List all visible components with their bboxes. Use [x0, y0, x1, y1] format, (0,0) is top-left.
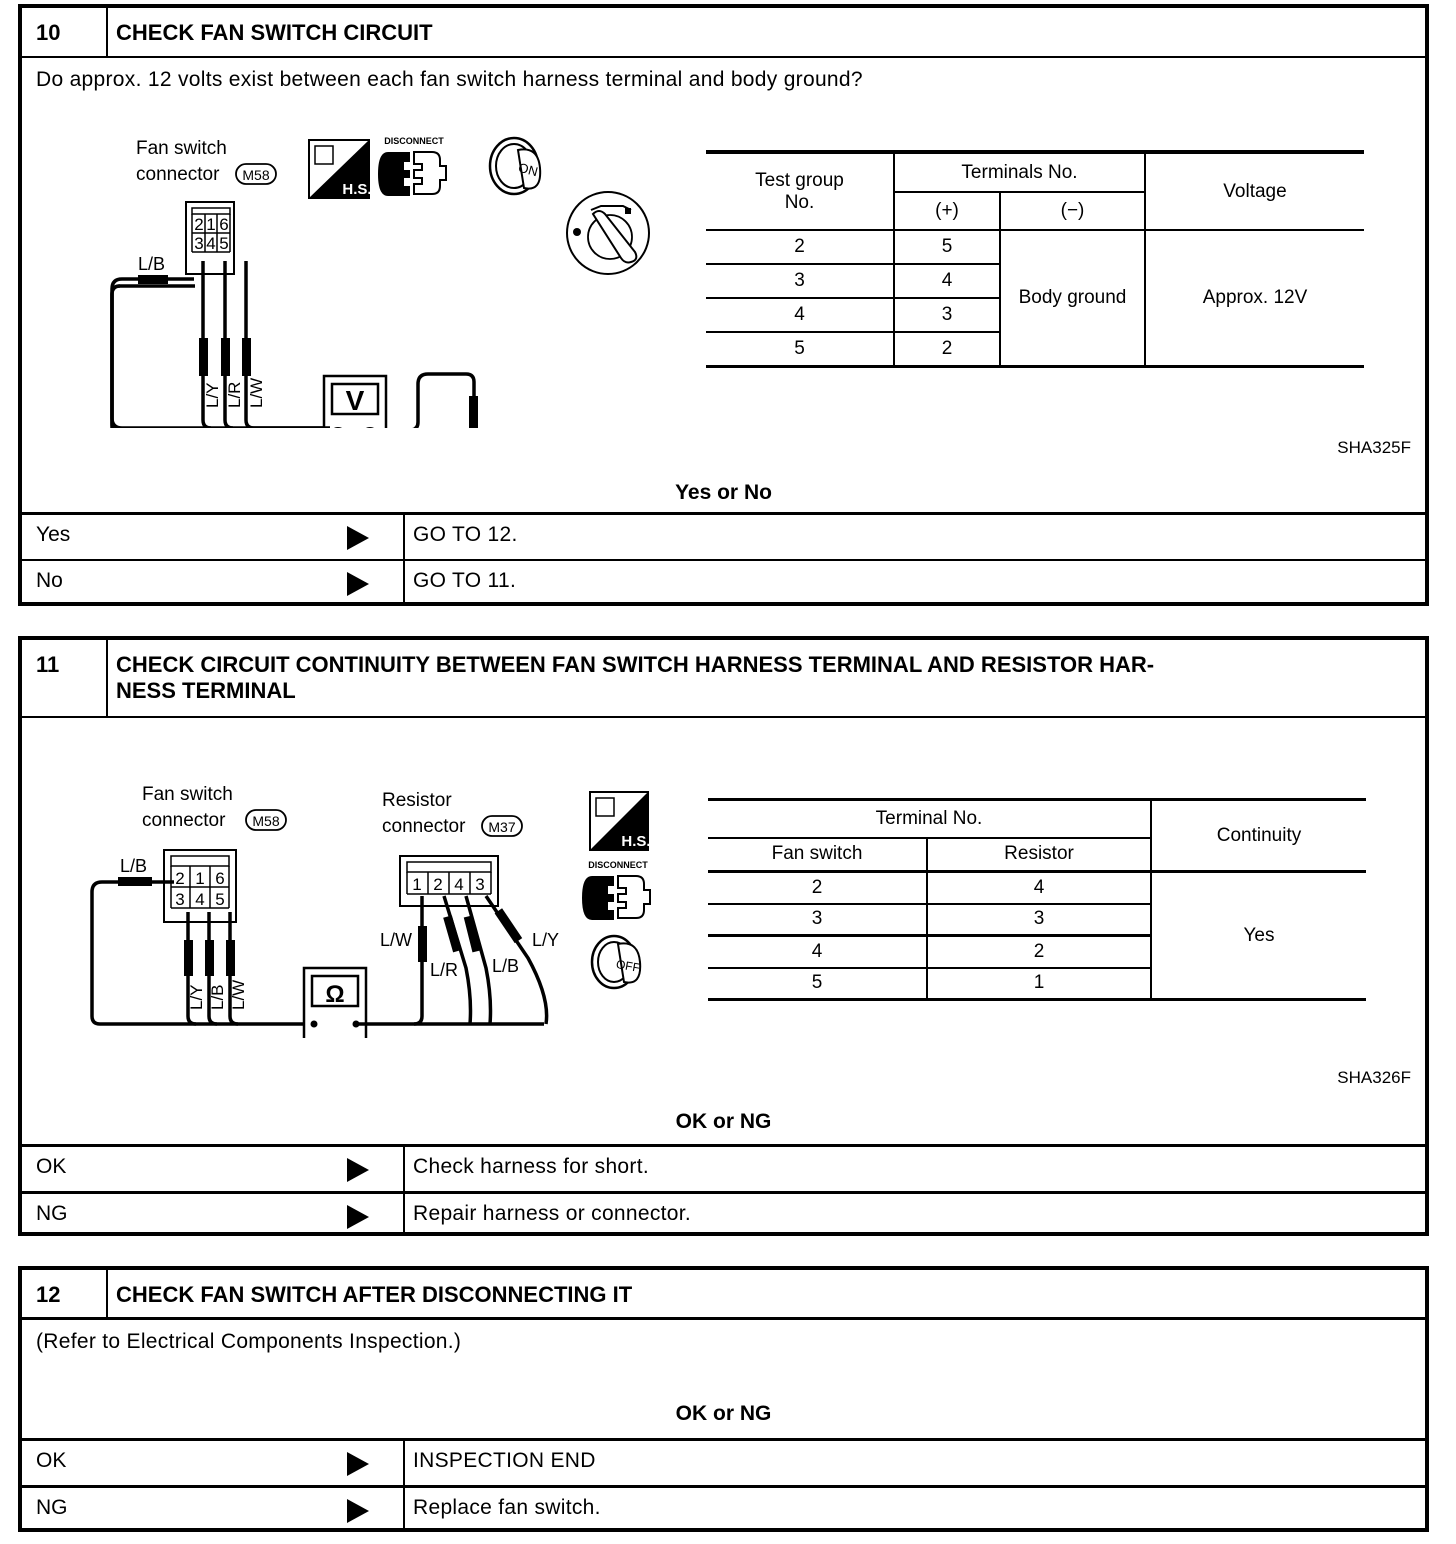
arrow-right-icon [347, 1158, 369, 1182]
svg-text:Ω: Ω [325, 981, 345, 1008]
svg-text:2: 2 [194, 215, 204, 234]
header-continuity: Continuity [1151, 800, 1366, 872]
step-10-header [22, 8, 1425, 58]
svg-text:4: 4 [454, 875, 464, 894]
table-row: 3 3 [708, 904, 1366, 936]
svg-text:M37: M37 [488, 819, 516, 835]
continuity-test-table [708, 798, 1366, 1001]
arrow-right-icon [347, 572, 369, 596]
result-label: Yes [36, 523, 71, 546]
result-action[interactable]: Replace fan switch. [413, 1496, 601, 1519]
wire-label-lb: L/B [138, 254, 166, 274]
step-11-header [22, 640, 1425, 718]
table-row: 4 2 [708, 936, 1366, 968]
resistor-connector [400, 856, 498, 906]
result-label: OK [36, 1155, 67, 1178]
harness-side-icon [590, 792, 651, 850]
svg-text:1: 1 [206, 215, 216, 234]
svg-text:H.S.: H.S. [342, 181, 372, 198]
svg-text:H.S.: H.S. [621, 833, 651, 850]
svg-text:6: 6 [215, 869, 225, 888]
voltage-test-table [706, 150, 1364, 368]
step-number: 10 [22, 8, 108, 56]
result-row-ok[interactable] [22, 1144, 1425, 1191]
header-test-group-line2: No. [784, 191, 815, 213]
svg-text:OFF: OFF [614, 957, 642, 975]
table-row: 3 4 [706, 264, 1364, 298]
result-label: No [36, 569, 63, 592]
header-terminal: Terminal No. [708, 800, 1151, 838]
table-row: 5 1 [708, 968, 1366, 1000]
step-10-body [22, 58, 1425, 512]
header-minus: (−) [1000, 192, 1145, 230]
connector-id: M58 [242, 167, 270, 183]
header-voltage: Voltage [1145, 152, 1364, 230]
svg-text:1: 1 [195, 869, 205, 888]
header-test-group-line1: Test group [755, 169, 844, 191]
arrow-right-icon [347, 1452, 369, 1476]
svg-text:2: 2 [433, 875, 443, 894]
voltage-value: Approx. 12V [1145, 230, 1364, 366]
ohmmeter [304, 968, 366, 1038]
step-title: CHECK FAN SWITCH AFTER DISCONNECTING IT [116, 1282, 633, 1307]
svg-text:DISCONNECT: DISCONNECT [588, 860, 648, 870]
svg-text:Fan switch: Fan switch [142, 784, 233, 805]
result-row-yes[interactable] [22, 512, 1425, 559]
result-label: OK [36, 1449, 67, 1472]
svg-text:connector: connector [142, 810, 226, 831]
header-terminals: Terminals No. [894, 152, 1145, 192]
step-title: CHECK FAN SWITCH CIRCUIT [116, 20, 433, 45]
figure-code: SHA326F [1337, 1068, 1411, 1087]
step-11-body [22, 718, 1425, 1144]
result-action[interactable]: Repair harness or connector. [413, 1202, 692, 1225]
svg-text:L/R: L/R [430, 960, 459, 980]
step-12 [18, 1266, 1429, 1532]
svg-text:L/Y: L/Y [532, 930, 560, 950]
result-label: NG [36, 1496, 68, 1519]
table-row: 5 2 [706, 332, 1364, 366]
svg-text:2: 2 [175, 869, 185, 888]
svg-text:L/W: L/W [380, 930, 413, 950]
wire-label-lr: L/R [225, 381, 244, 408]
svg-text:L/W: L/W [229, 979, 248, 1010]
result-action[interactable]: INSPECTION END [413, 1449, 596, 1472]
svg-text:connector: connector [382, 816, 466, 837]
result-row-ng[interactable] [22, 1191, 1425, 1236]
svg-text:4: 4 [206, 234, 216, 253]
header-plus: (+) [894, 192, 1000, 230]
connector-label-line2: connector [136, 164, 220, 185]
disconnect-icon [582, 860, 650, 920]
step-12-body [22, 1320, 1425, 1438]
connector-label-line1: Fan switch [136, 138, 227, 159]
result-row-no[interactable] [22, 559, 1425, 603]
fan-switch-connector [164, 850, 236, 922]
harness-side-icon [309, 140, 372, 198]
voltmeter [324, 376, 386, 428]
verdict-label: Yes or No [675, 481, 772, 504]
step-number: 11 [22, 640, 108, 716]
step-10 [18, 4, 1429, 606]
svg-text:4: 4 [195, 890, 205, 909]
svg-text:M58: M58 [252, 813, 280, 829]
result-action[interactable]: Check harness for short. [413, 1155, 649, 1178]
table-row: 4 3 [706, 298, 1364, 332]
verdict-label: OK or NG [675, 1110, 772, 1133]
header-fan-switch: Fan switch [708, 838, 927, 872]
result-label: NG [36, 1202, 68, 1225]
table-row: 2 4 Yes [708, 872, 1366, 904]
svg-text:L/Y: L/Y [187, 984, 206, 1010]
ignition-off-icon [592, 936, 641, 988]
wire-label-ly: L/Y [203, 382, 222, 408]
svg-text:L/B: L/B [208, 984, 227, 1010]
svg-text:V: V [345, 385, 365, 416]
svg-text:DISCONNECT: DISCONNECT [384, 136, 444, 146]
arrow-right-icon [347, 1499, 369, 1523]
svg-text:3: 3 [194, 234, 204, 253]
minus-body-ground: Body ground [1000, 230, 1145, 366]
header-resistor: Resistor [927, 838, 1151, 872]
result-action[interactable]: GO TO 11. [413, 569, 517, 592]
step-question: Do approx. 12 volts exist between each fan switch harness terminal and body ground? [36, 68, 863, 91]
svg-text:Resistor: Resistor [382, 790, 452, 811]
continuity-diagram [50, 778, 670, 1038]
wire-label-lw: L/W [247, 377, 266, 408]
svg-text:5: 5 [215, 890, 225, 909]
continuity-value: Yes [1151, 872, 1366, 1000]
arrow-right-icon [347, 526, 369, 550]
step-title: CHECK CIRCUIT CONTINUITY BETWEEN FAN SWITCH HARNESS TERMINAL AND RESISTOR HAR- NESS TERMINAL [116, 652, 1155, 703]
fan-switch-voltage-diagram [72, 128, 632, 428]
ignition-on-icon [490, 138, 540, 194]
svg-text:ON: ON [516, 159, 540, 180]
svg-text:L/B: L/B [120, 856, 148, 876]
result-row-ok[interactable] [22, 1438, 1425, 1485]
disconnect-icon [378, 136, 446, 196]
step-12-header [22, 1270, 1425, 1320]
verdict-label: OK or NG [675, 1402, 772, 1425]
wires [112, 286, 195, 428]
figure-code: SHA325F [1337, 438, 1411, 457]
table-row: 2 5 Body ground Approx. 12V [706, 230, 1364, 264]
result-row-ng[interactable] [22, 1485, 1425, 1530]
svg-text:3: 3 [175, 890, 185, 909]
svg-text:1: 1 [412, 875, 422, 894]
svg-text:5: 5 [219, 234, 229, 253]
step-number: 12 [22, 1270, 108, 1317]
arrow-right-icon [347, 1205, 369, 1229]
fan-switch-knob-icon [563, 188, 653, 278]
svg-text:3: 3 [475, 875, 485, 894]
svg-text:6: 6 [219, 215, 229, 234]
result-action[interactable]: GO TO 12. [413, 523, 518, 546]
step-11 [18, 636, 1429, 1236]
fan-switch-connector [186, 202, 234, 274]
step-note: (Refer to Electrical Components Inspection.) [36, 1330, 462, 1353]
svg-text:L/B: L/B [492, 956, 520, 976]
